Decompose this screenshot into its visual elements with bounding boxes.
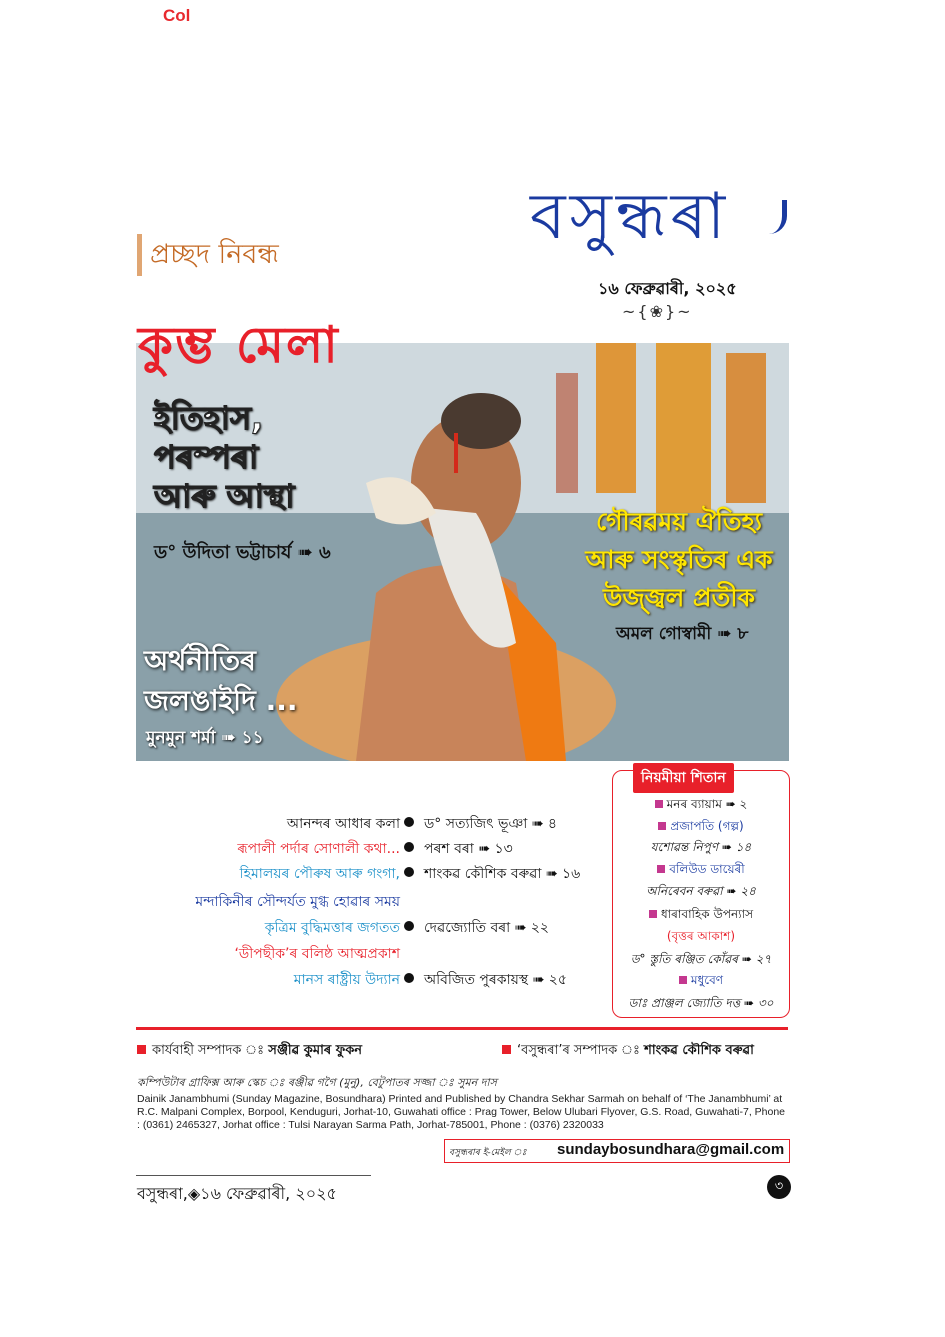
bullet-square-icon [657,865,665,873]
headline-heritage-line: উজ্জ্বল প্ৰতীক [603,583,755,612]
imprint-line: Dainik Janambhumi (Sunday Magazine, Bosundhara) Printed and Published by Chandra Sekhar Sarmah on behalf of ‘The Janambhumi’ at R.C. Malpani Complex, Borpool, Kenduguri, Jorhat-10, Guwahati office : Prag Tower, Below Ulubari Flyover, G.S. Road, Guwahati-7, Phone : (0361) 2465327, Jorhat office : Tulsi Narayan Sarma Path, Jorhat-785001, Phone : (0376) 2320033 [137,1093,786,1131]
toc-title: হিমালয়ৰ পৌৰুষ আৰু গংগা, [239,866,400,882]
sidebar-item[interactable] [613,861,789,881]
headline-economy-line: অৰ্থনীতিৰ [144,644,256,677]
bullet-square-icon [655,800,663,808]
bullet-dot-icon [404,867,414,877]
toc-title: মন্দাকিনীৰ সৌন্দৰ্যত মুগ্ধ হোৱাৰ সময় [195,894,400,910]
bullet-square-icon [137,1045,146,1054]
headline-heritage [574,503,784,617]
cover-title: কুম্ভ মেলা [138,316,340,374]
headline-history-line: আৰু আস্থা [154,477,295,515]
toc-author: শাংকৱ কৌশিক বৰুৱা ➠ ১৬ [424,866,581,882]
toc-author: অবিজিত পুৰকায়স্থ ➠ ২৫ [424,972,567,988]
email-address[interactable]: sundaybosundhara@gmail.com [557,1141,785,1158]
toc-title: মানস ৰাষ্ট্ৰীয় উদ্যান [293,972,400,988]
toc-title: আনন্দৰ আধাৰ কলা [286,816,400,832]
headline-history-line: ইতিহাস, [154,399,264,437]
headline-heritage-line: আৰু সংস্কৃতিৰ এক [585,545,773,574]
sidebar-item[interactable] [613,972,789,992]
sidebar-item-label: অনিৰেবন বৰুৱা ➠ ২৪ [646,884,756,898]
headline-history [154,399,294,516]
page-number: ৩ [767,1175,791,1199]
cover-photo [136,343,789,761]
bullet-square-icon [658,822,666,830]
toc-item[interactable] [140,916,610,938]
toc-author: দেৱজ্যোতি বৰা ➠ ২২ [424,920,550,936]
sidebar-item-label: ডাঃ প্ৰাঞ্জল জ্যোতি দত্ত ➠ ৩০ [628,996,774,1010]
issue-date: ১৬ ফেব্ৰুৱাৰী, ২০২৫ [598,279,737,298]
bullet-dot-icon [404,973,414,983]
author-economy: মুনমুন শৰ্মা ➠ ১১ [146,728,264,748]
sidebar-item-label: বলিউড ডায়েৰী [669,862,745,876]
toc-author: পৰশ বৰা ➠ ১৩ [424,841,513,857]
sidebar-item-label: মনৰ ব্যায়াম ➠ ২ [666,797,748,811]
author-heritage: অমল গোস্বামী ➠ ৮ [616,624,749,644]
bullet-dot-icon [404,817,414,827]
bullet-dot-icon [404,921,414,931]
divider-line [136,1027,788,1030]
email-label: বসুন্ধৰাৰ ই-মেইল ঃ [449,1148,527,1158]
regular-sections-box [612,770,790,1018]
toc-item[interactable] [140,968,610,990]
headline-economy [144,641,298,721]
sidebar-item-label: ধাৰাবাহিক উপন্যাস [660,907,754,921]
executive-editor [137,1041,362,1062]
sidebar-item[interactable] [613,796,789,816]
toc-title: কৃত্ৰিম বুদ্ধিমত্তাৰ জগতত [264,920,400,936]
graphics-credits: কম্পিউটাৰ গ্ৰাফিক্স আৰু স্কেচ ঃ ৰঞ্জীৱ গগৈ (মুনু), বেটুপাতৰ সজ্জা ঃ সুমন দাস [137,1076,497,1089]
toc-title: ৰূপালী পৰ্দাৰ সোণালী কথা... [237,841,400,857]
bullet-square-icon [649,910,657,918]
corner-mark: Col [163,6,191,25]
editor-label: ‘বসুন্ধৰা’ৰ সম্পাদক ঃ [517,1043,640,1058]
toc-item[interactable] [140,890,610,912]
section-tag: প্ৰচ্ছদ নিবন্ধ [137,234,279,276]
sidebar-item[interactable] [613,883,789,903]
sidebar-item[interactable] [613,928,789,948]
sidebar-item[interactable] [613,906,789,926]
sidebar-item[interactable] [613,995,789,1015]
headline-heritage-line: গৌৰৱময় ঐতিহ্য [595,507,763,536]
sidebar-item[interactable] [613,839,789,859]
sidebar-heading: নিয়মীয়া শিতান [633,763,734,793]
headline-history-line: পৰম্পৰা [154,438,259,476]
headline-economy-line: জলঙাইদি ... [144,684,298,717]
bullet-dot-icon [404,842,414,852]
toc-item[interactable] [140,942,610,964]
footer-rule [136,1175,371,1176]
author-history: ড° উদিতা ভট্টাচাৰ্য ➠ ৬ [154,542,331,563]
toc-item[interactable] [140,862,610,884]
masthead-title: বসুন্ধৰা [530,180,730,254]
sidebar-item-label: প্ৰজাপতি (গল্প) [670,819,744,833]
masthead-flourish [768,200,787,234]
toc-title: ‘ডীপছীক’ৰ বলিষ্ঠ আত্মপ্ৰকাশ [234,946,400,962]
sidebar-item-label: ড° স্তুতি ৰঞ্জিত কোঁৱৰ ➠ ২৭ [630,952,772,966]
toc-item[interactable] [140,837,610,859]
editor-label: কাৰ্যবাহী সম্পাদক ঃ [152,1043,265,1058]
ornament-divider: ~{❀}~ [622,302,693,321]
editor-name: সঞ্জীৱ কুমাৰ ফুকন [268,1043,363,1058]
sidebar-item-label: যশোৱন্ত নিপুণ ➠ ১৪ [650,840,752,854]
footer-running-head: বসুন্ধৰা,◈১৬ ফেব্ৰুৱাৰী, ২০২৫ [137,1184,337,1203]
sidebar-item[interactable] [613,951,789,971]
bullet-square-icon [679,976,687,984]
email-box [444,1139,790,1163]
toc-author: ড° সত্যজিৎ ভূঞা ➠ ৪ [424,816,558,832]
magazine-editor [502,1041,754,1062]
bullet-square-icon [502,1045,511,1054]
sidebar-item-label: (বৃত্তৰ আকাশ) [666,929,736,943]
toc-item[interactable] [140,812,610,834]
sidebar-item[interactable] [613,818,789,838]
sidebar-item-label: মধুবেণ [690,973,724,987]
editor-name: শাংকৱ কৌশিক বৰুৱা [644,1043,754,1058]
